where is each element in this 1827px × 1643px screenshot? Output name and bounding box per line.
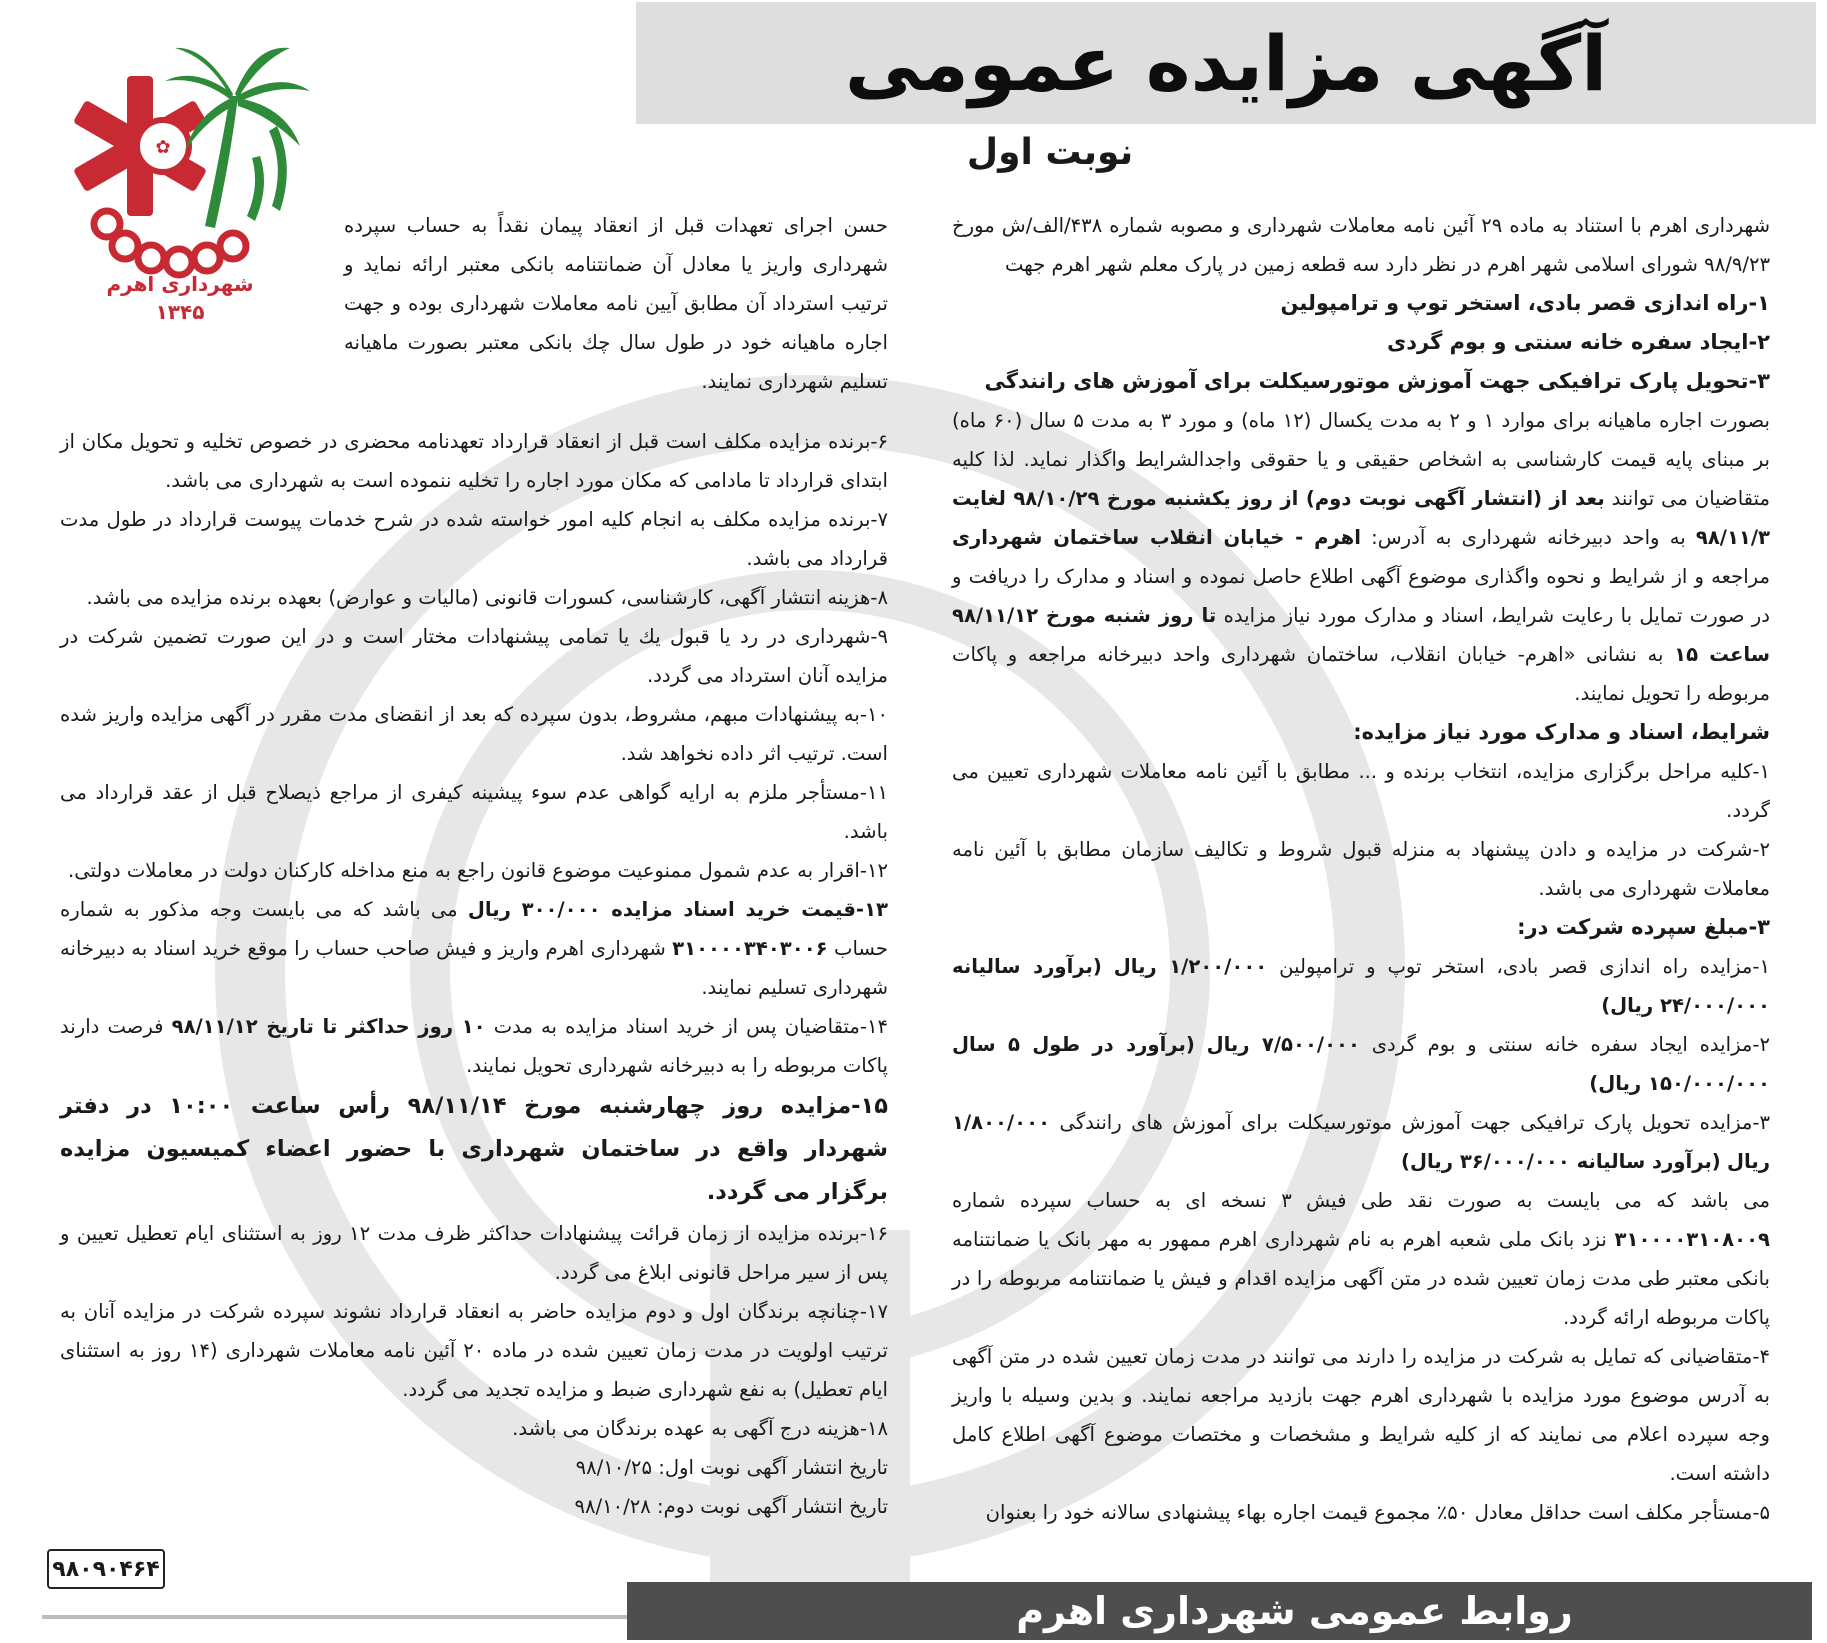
- list-item: ۲-ایجاد سفره خانه سنتی و بوم گردی: [1387, 330, 1770, 354]
- deposit-estimate: (برآورد در طول ۵ سال ۱۵۰/۰۰۰/۰۰۰ ریال): [952, 1033, 1770, 1095]
- deposit-text: ۲-مزایده ایجاد سفره خانه سنتی و بوم گردی: [1371, 1033, 1770, 1056]
- deposit-item: [952, 1103, 1770, 1181]
- footer-signature: روابط عمومی شهرداری اهرم: [1016, 1589, 1573, 1633]
- footer-bar: [627, 1582, 1812, 1640]
- paragraph-text: فرصت دارند پاکات مربوطه را به دبیرخانه شهرداری تحویل نمایند.: [60, 1015, 888, 1077]
- account-number: ۳۱۰۰۰۰۳۱۰۸۰۰۹: [1614, 1228, 1770, 1251]
- deposit-estimate: (برآورد سالیانه ۲۴/۰۰۰/۰۰۰ ریال): [952, 955, 1770, 1017]
- deposit-heading: ۳-مبلغ سپرده شرکت در:: [1517, 915, 1770, 939]
- condition-item: ۱-کلیه مراحل برگزاری مزایده، انتخاب برنده و ... مطابق با آئین نامه معاملات شهرداری تعیین می گردد.: [952, 760, 1770, 822]
- publish-label: تاریخ انتشار آگهی نوبت دوم:: [657, 1495, 888, 1518]
- deposit-amount: ۱/۸۰۰/۰۰۰ ریال: [952, 1111, 1770, 1173]
- intro-paragraph: شهرداری اهرم با استناد به ماده ۲۹ آئین نامه معاملات شهرداری و مصوبه شماره ۴۳۸/الف/ش مورخ ۹۸/۹/۲۳ شورای اسلامی شهر اهرم در نظر دارد سه قطعه زمین در پارک معلم شهر اهرم جهت: [952, 214, 1770, 276]
- deposit-item: [952, 947, 1770, 1025]
- condition-item: ۷-برنده مزایده مکلف به انجام کلیه امور خواسته شده در شرح خدمات پیوست قرارداد در طول مدت قرارداد می باشد.: [60, 508, 888, 570]
- publish-date: ۹۸/۱۰/۲۵: [575, 1456, 652, 1479]
- deposit-text: ۱-مزایده راه اندازی قصر بادی، استخر توپ و ترامپولین: [1279, 955, 1771, 978]
- page-title: آگهی مزایده عمومی: [844, 18, 1608, 108]
- continuation-paragraph: حسن اجرای تعهدات قبل از انعقاد پیمان نقداً به حساب سپرده شهرداری واریز یا معادل آن ضمانتنامه بانکی معتبر ارائه نماید و ترتیب استرداد آن مطابق آیین نامه معاملات شهرداری بوده و جهت اجاره ماهیانه خود در طول سال چك بانکی معتبر بصورت ماهیانه تسلیم شهرداری نمایند.: [344, 214, 888, 393]
- condition-item: ۱۷-چنانچه برندگان اول و دوم مزایده حاضر به انعقاد قرارداد نشوند سپرده شرکت در مزایده آنان به ترتیب اولویت در مدت زمان تعیین شده در ماده ۲۰ آئین نامه معاملات شهرداری (۱۴ روز به استثنای ایام تعطیل) به نفع شهرداری ضبط و مزایده تجدید می گردد.: [60, 1300, 888, 1401]
- logo-year: ۱۳۴۵: [155, 300, 205, 324]
- condition-item: ۱۰-به پیشنهادات مبهم، مشروط، بدون سپرده که بعد از انقضای مدت مقرر در آگهی مزایده واریز شده است. ترتیب اثر داده نخواهد شد.: [60, 703, 888, 765]
- condition-item: ۸-هزینه انتشار آگهی، کارشناسی، کسورات قانونی (مالیات و عوارض) بعهده برنده مزایده می باشد.: [86, 586, 888, 609]
- deadline: تا روز شنبه مورخ ۹۸/۱۱/۱۲ ساعت ۱۵: [952, 604, 1771, 666]
- title-bar: [636, 2, 1816, 124]
- condition-item: ۱۱-مستأجر ملزم به ارایه گواهی عدم سوء پیشینه کیفری از مراجع ذیصلاح قبل از عقد قرارداد می باشد.: [60, 781, 888, 843]
- condition-item: ۲-شرکت در مزایده و دادن پیشنهاد به منزله قبول شروط و تکالیف سازمان مطابق با آئین نامه معاملات شهرداری می باشد.: [952, 838, 1770, 900]
- left-column-top: [344, 206, 888, 401]
- condition-item: [60, 890, 888, 1007]
- address: اهرم - خیابان انقلاب ساختمان شهرداری: [952, 526, 1361, 549]
- deposit-amount: ۱/۲۰۰/۰۰۰ ریال: [1113, 955, 1268, 978]
- payment-paragraph: [952, 1181, 1770, 1337]
- publish-date-second: [60, 1487, 888, 1526]
- list-item: ۱-راه اندازی قصر بادی، استخر توپ و ترامپولین: [1280, 291, 1770, 315]
- paragraph-text: بصورت اجاره ماهیانه برای موارد ۱ و ۲ به مدت یکسال (۱۲ ماه) و مورد ۳ به مدت ۵ سال (۶۰ ماه) بر مبنای پایه قیمت کارشناسی به اشخاص حقیقی و یا حقوقی واجدالشرایط واگذار نماید. لذا کلیه متقاضیان می توانند: [952, 409, 1771, 510]
- paragraph-text: شهرداری اهرم واریز و فیش صاحب حساب را موقع خرید اسناد به دبیرخانه شهرداری تسلیم نمایند.: [60, 937, 888, 999]
- publish-date-first: [60, 1448, 888, 1487]
- condition-item: ۹-شهرداری در رد یا قبول یك یا تمامی پیشنهادات مختار است و در این صورت تضمین شرکت در مزایده آنان استرداد می گردد.: [60, 625, 888, 687]
- condition-item: ۱۶-برنده مزایده از زمان قرائت پیشنهادات حداکثر ظرف مدت ۱۲ روز به استثنای ایام تعطیل تعیین و پس از سیر مراحل قانونی ابلاغ می گردد.: [60, 1222, 888, 1284]
- condition-item: ۴-متقاضیانی که تمایل به شرکت در مزایده را دارند می توانند در مدت زمان تعیین شده در متن آگهی به آدرس موضوع مورد مزایده با شهرداری اهرم جهت بازدید مراجعه نمایند. و بدین وسیله با واریز وجه سپرده اعلام می نمایند که از کلیه شرایط و مشخصات و مختصات موضوع آگهی اطلاع کامل داشته است.: [952, 1345, 1770, 1485]
- logo-caption: شهرداری اهرم: [106, 272, 254, 296]
- document-price: ۱۳-قیمت خرید اسناد مزایده ۳۰۰/۰۰۰ ریال: [467, 898, 888, 921]
- paragraph-text: می باشد که می بایست به صورت نقد طی فیش ۳ نسخه ای به حساب سپرده شماره: [952, 1189, 1771, 1212]
- deadline: ۱۰ روز حداکثر تا تاریخ ۹۸/۱۱/۱۲: [171, 1015, 486, 1038]
- deposit-item: [952, 1025, 1770, 1103]
- page-subtitle: نوبت اول: [966, 132, 1134, 173]
- auction-date-item: ۱۵-مزایده روز چهارشنبه مورخ ۹۸/۱۱/۱۴ رأس ساعت ۱۰:۰۰ در دفتر شهردار واقع در ساختمان شهرداری با حضور اعضاء کمیسیون مزایده برگزار می گردد.: [60, 1093, 888, 1205]
- condition-item: ۱۲-اقرار به عدم شمول ممنوعیت موضوع قانون راجع به منع مداخله کارکنان دولت در معاملات دولتی.: [67, 859, 888, 882]
- date-range: بعد از (انتشار آگهی نوبت دوم) از روز یکشنبه مورخ ۹۸/۱۰/۲۹ لغایت ۹۸/۱۱/۳: [952, 487, 1770, 549]
- left-column: [60, 422, 888, 1526]
- condition-item: [60, 1007, 888, 1085]
- deposit-estimate: (برآورد سالیانه ۳۶/۰۰۰/۰۰۰ ریال): [1401, 1150, 1721, 1173]
- main-paragraph: [952, 401, 1770, 713]
- condition-item: ۱۸-هزینه درج آگهی به عهده برندگان می باشد.: [512, 1417, 888, 1440]
- right-column: [952, 206, 1770, 1532]
- conditions-heading: شرایط، اسناد و مدارک مورد نیاز مزایده:: [1353, 720, 1770, 744]
- svg-text:✿: ✿: [155, 137, 171, 158]
- deposit-amount: ۷/۵۰۰/۰۰۰ ریال: [1206, 1033, 1360, 1056]
- paragraph-text: به واحد دبیرخانه شهرداری به آدرس:: [1371, 526, 1686, 549]
- publish-label: تاریخ انتشار آگهی نوبت اول:: [658, 1456, 888, 1479]
- paragraph-text: ۱۴-متقاضیان پس از خرید اسناد مزایده به مدت: [493, 1015, 889, 1038]
- account-number: ۳۱۰۰۰۰۳۴۰۳۰۰۶: [672, 937, 828, 960]
- ad-code-badge: ۹۸۰۹۰۴۶۴: [47, 1549, 165, 1589]
- list-item: ۳-تحویل پارک ترافیکی جهت آموزش موتورسیکلت برای آموزش های رانندگی: [984, 369, 1770, 393]
- publish-date: ۹۸/۱۰/۲۸: [574, 1495, 651, 1518]
- paragraph-text: نزد بانک ملی شعبه اهرم به نام شهرداری اهرم ممهور به مهر بانک یا ضمانتنامه بانکی معتبر طی مدت زمان تعیین شده در متن آگهی مزایده اقدام و فیش یا ضمانتنامه مربوطه را در پاکات مربوطه ارائه گردد.: [952, 1228, 1770, 1329]
- condition-item: ۵-مستأجر مکلف است حداقل معادل ۵۰٪ مجموع قیمت اجاره بهاء پیشنهادی سالانه خود را بعنوان: [985, 1501, 1770, 1524]
- paragraph-text: مراجعه و از شرایط و نحوه واگذاری موضوع آگهی اطلاع حاصل نموده و اسناد و مدارک را دریافت و در صورت تمایل با رعایت شرایط، اسناد و مدارک مورد نیاز مزایده: [952, 565, 1770, 627]
- paragraph-text: می باشد که می بایست وجه مذکور به شماره حساب: [60, 898, 889, 960]
- deposit-text: ۳-مزایده تحویل پارک ترافیکی جهت آموزش موتورسیکلت برای آموزش های رانندگی: [1059, 1111, 1770, 1134]
- condition-item: ۶-برنده مزایده مکلف است قبل از انعقاد قرارداد تعهدنامه محضری در خصوص تخلیه و تحویل مکان از ابتدای قرارداد تا مادامی که مکان مورد اجاره را تخلیه ننموده است به شهرداری می باشد.: [60, 430, 888, 492]
- paragraph-text: به نشانی «اهرم- خیابان انقلاب، ساختمان شهرداری واحد دبیرخانه مراجعه و پاکات مربوطه را تحویل نمایند.: [952, 643, 1770, 705]
